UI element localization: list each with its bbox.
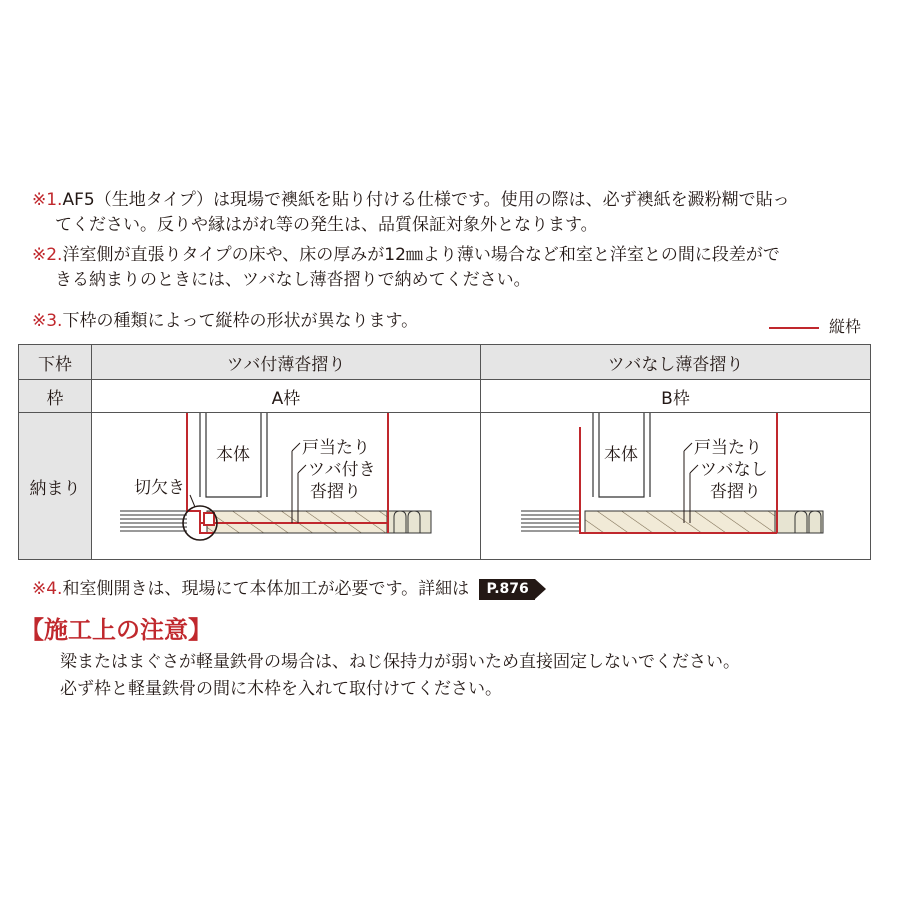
notch-mark — [204, 513, 214, 525]
detail-cell-a — [92, 413, 481, 560]
tatami-edge — [387, 511, 431, 533]
note-3-line1: 下枠の種類によって縦枠の形状が異なります。 — [62, 311, 419, 331]
legend-red-line-icon — [769, 327, 819, 329]
sill-hatch-b — [585, 511, 775, 533]
detail-diagram-b — [481, 413, 870, 559]
wall-floor-lines — [120, 511, 187, 531]
table-row-frame — [19, 380, 871, 413]
note-2 — [32, 243, 780, 293]
frame-legend — [769, 314, 861, 337]
note-1 — [32, 188, 790, 238]
note-2-mark: ※2. — [32, 245, 63, 265]
note-3-mark: ※3. — [32, 311, 63, 331]
row-header-detail: 納まり — [19, 413, 92, 560]
caution-line-2: 必ず枠と軽量鉄骨の間に木枠を入れて取付けてください。 — [60, 679, 502, 699]
note-1-line2: てください。反りや縁はがれ等の発生は、品質保証対象外となります。 — [55, 215, 598, 235]
page-reference-button[interactable]: P.876 — [479, 579, 535, 600]
label-sill-a-2: 沓摺り — [310, 482, 361, 502]
table-row-detail — [19, 413, 871, 560]
frame-b: B枠 — [481, 380, 871, 413]
note-4-mark: ※4. — [32, 579, 63, 599]
detail-diagram-a — [92, 413, 480, 559]
note-4-text: 和室側開きは、現場にて本体加工が必要です。詳細は — [62, 579, 470, 599]
frame-spec-table — [18, 344, 871, 560]
tatami-edge — [775, 511, 823, 533]
caution-heading: 【施工上の注意】 — [20, 616, 212, 644]
note-3 — [32, 309, 418, 334]
legend-label: 縦枠 — [829, 317, 862, 336]
wall-floor-lines — [521, 511, 581, 531]
row-header-frame: 枠 — [19, 380, 92, 413]
label-body-a: 本体 — [216, 445, 250, 465]
row-header-sill: 下枠 — [19, 345, 92, 380]
frame-a: A枠 — [92, 380, 481, 413]
label-body-b: 本体 — [604, 445, 638, 465]
note-4 — [32, 577, 535, 602]
note-2-line1: 洋室側が直張りタイプの床や、床の厚みが12㎜より薄い場合など和室と洋室との間に段差がで — [62, 245, 780, 265]
detail-cell-b — [481, 413, 871, 560]
sill-type-b: ツバなし薄沓摺り — [481, 345, 871, 380]
label-notch: 切欠き — [134, 478, 185, 498]
table-row-sill — [19, 345, 871, 380]
label-stop-a: 戸当たり — [302, 438, 370, 458]
label-sill-a-1: ツバ付き — [308, 460, 376, 480]
label-sill-b-1: ツバなし — [700, 460, 768, 480]
note-1-mark: ※1. — [32, 190, 63, 210]
sill-type-a: ツバ付薄沓摺り — [92, 345, 481, 380]
note-1-line1: AF5（生地タイプ）は現場で襖紙を貼り付ける仕様です。使用の際は、必ず襖紙を澱粉糊で貼っ — [62, 190, 790, 210]
note-2-line2: きる納まりのときには、ツバなし薄沓摺りで納めてください。 — [55, 270, 531, 290]
label-stop-b: 戸当たり — [694, 438, 762, 458]
caution-line-1: 梁またはまぐさが軽量鉄骨の場合は、ねじ保持力が弱いため直接固定しないでください。 — [60, 652, 740, 672]
label-sill-b-2: 沓摺り — [710, 482, 761, 502]
